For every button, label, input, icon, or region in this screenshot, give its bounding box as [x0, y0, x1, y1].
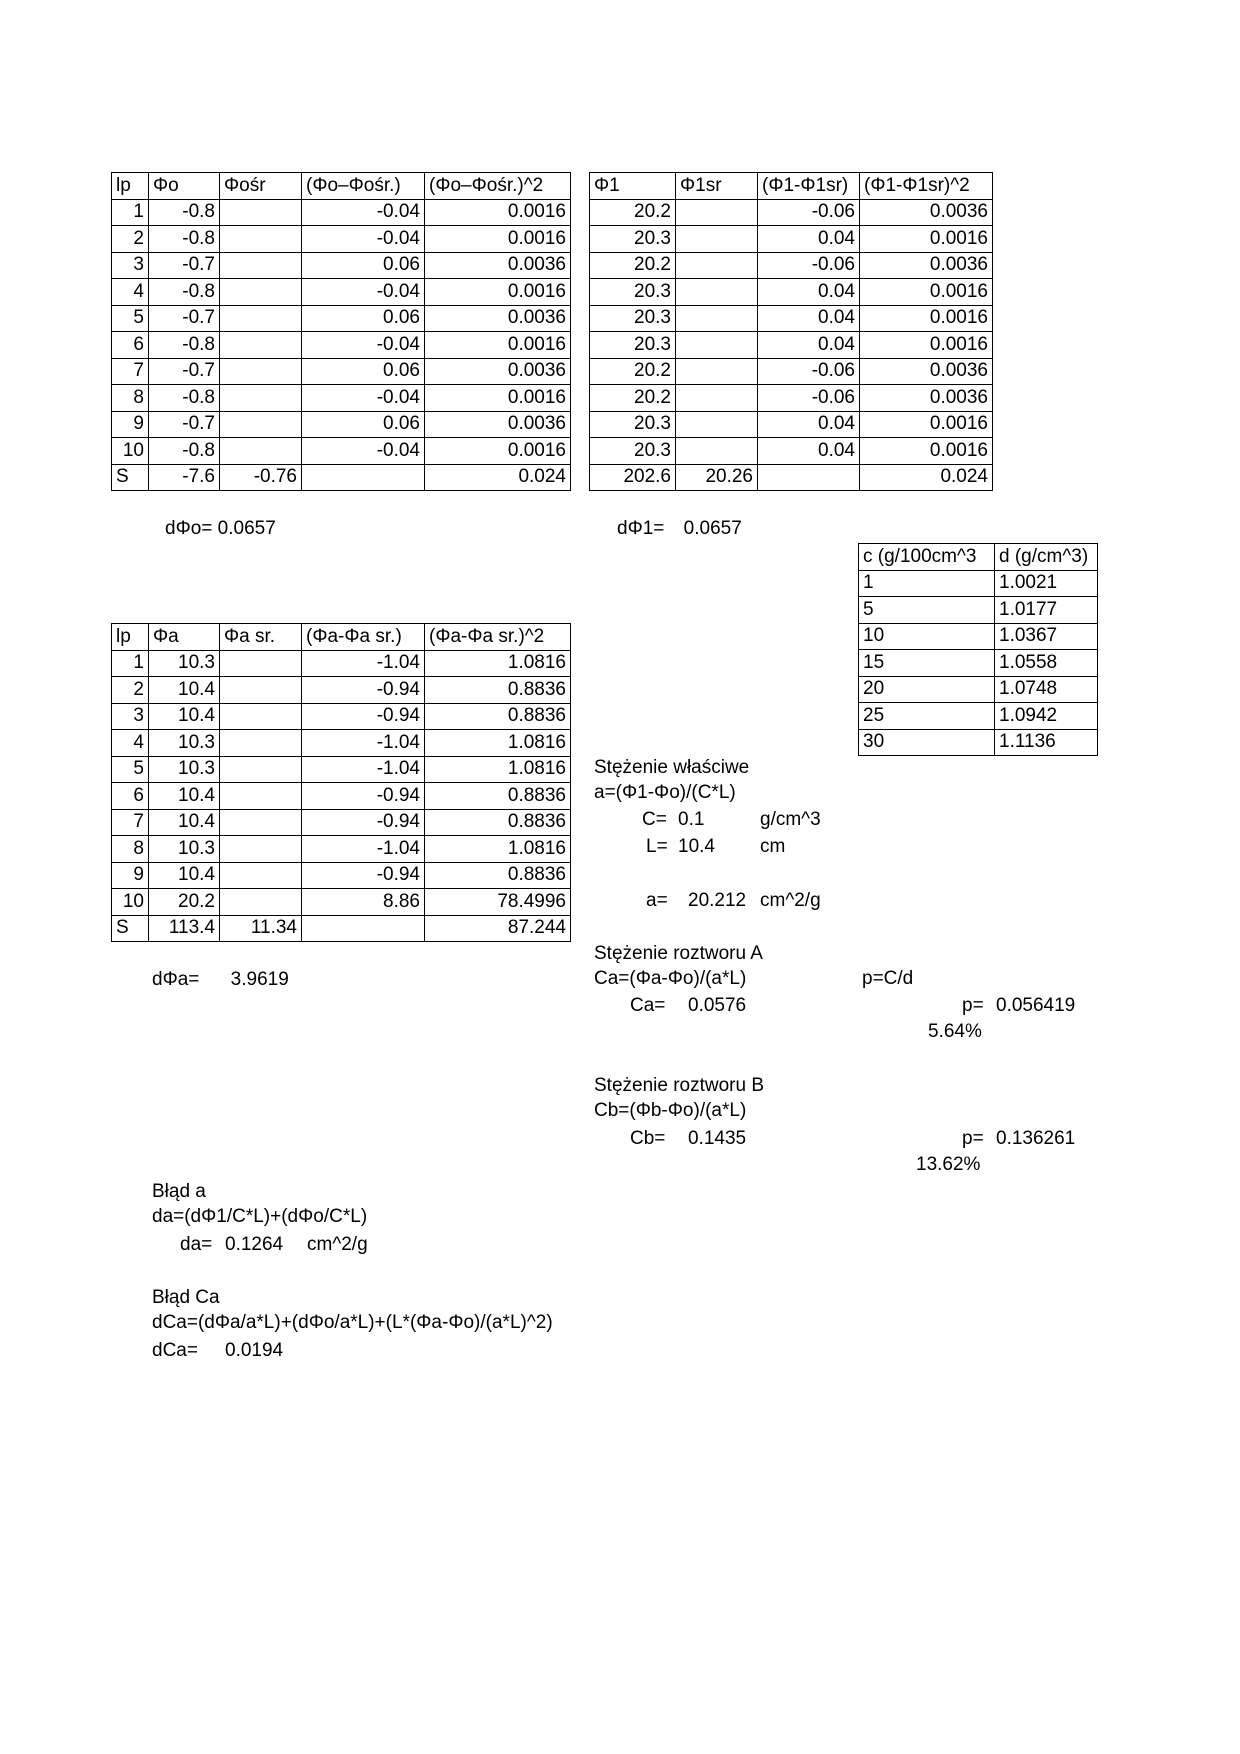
table-phi-1-body — [590, 173, 993, 491]
table-cell: -1.04 — [302, 730, 425, 757]
solution-a-p-value: 0.056419 — [996, 995, 1076, 1016]
table-cell: 0.04 — [758, 279, 860, 306]
table-cell: 5 — [859, 597, 995, 624]
solution-a-ca-value: 0.0576 — [688, 995, 747, 1016]
table-cell: -0.04 — [302, 332, 425, 359]
table-cell — [220, 199, 302, 226]
table-row — [859, 623, 1098, 650]
table-cell — [220, 862, 302, 889]
table-phi-a — [111, 623, 571, 942]
table-row — [112, 756, 571, 783]
sum-row — [112, 915, 571, 942]
table-cell: 1.0816 — [425, 650, 571, 677]
solution-b-cb-label: Cb= — [630, 1128, 666, 1149]
table-cell: 2 — [112, 226, 149, 253]
table-row — [112, 730, 571, 757]
table-cell: 20.3 — [590, 332, 676, 359]
error-phi-1-value: 0.0657 — [683, 518, 742, 539]
table-cell — [676, 305, 758, 332]
table-cell: 0.0016 — [425, 332, 571, 359]
table-cell: 0.024 — [860, 464, 993, 491]
specific-formula: a=(Φ1-Φo)/(C*L) — [594, 782, 736, 803]
solution-b-cb-value: 0.1435 — [688, 1128, 747, 1149]
table-cell: 5 — [112, 305, 149, 332]
table-cell: -0.7 — [149, 252, 220, 279]
table-cell: 4 — [112, 279, 149, 306]
table-cell: 20.2 — [149, 889, 220, 916]
table-phi-a-body — [112, 624, 571, 942]
table-cell: 25 — [859, 703, 995, 730]
table-cell: 20.3 — [590, 411, 676, 438]
table-cell: 0.0016 — [860, 226, 993, 253]
table-cell: 30 — [859, 729, 995, 756]
header-cell: (Φ1-Φ1sr) — [758, 173, 860, 200]
table-cell: 10.3 — [149, 730, 220, 757]
table-cell: -0.94 — [302, 677, 425, 704]
table-cell: 20.3 — [590, 438, 676, 465]
header-cell: (Φo–Φośr.) — [302, 173, 425, 200]
table-cell: 10.4 — [149, 677, 220, 704]
error-a-title: Błąd a — [152, 1181, 206, 1202]
header-cell: lp — [112, 173, 149, 200]
table-cell: 1.0816 — [425, 756, 571, 783]
table-cell: 20.2 — [590, 358, 676, 385]
table-row — [590, 411, 993, 438]
table-cell: 10 — [112, 438, 149, 465]
error-a-unit: cm^2/g — [307, 1234, 368, 1255]
table-cell: 0.06 — [302, 411, 425, 438]
table-cell: 1 — [112, 199, 149, 226]
table-cell: -1.04 — [302, 756, 425, 783]
table-cell: -0.8 — [149, 226, 220, 253]
solution-a-ca-label: Ca= — [630, 995, 666, 1016]
table-cell — [676, 332, 758, 359]
table-cell — [220, 438, 302, 465]
table-cell: 0.8836 — [425, 677, 571, 704]
table-phi-o — [111, 172, 571, 491]
specific-c-label: C= — [642, 809, 667, 830]
table-cell: -0.04 — [302, 279, 425, 306]
table-cell — [676, 279, 758, 306]
table-cell: 1.0177 — [995, 597, 1098, 624]
header-cell: (Φa-Φa sr.)^2 — [425, 624, 571, 651]
table-cell — [676, 252, 758, 279]
table-cell: 1.0816 — [425, 730, 571, 757]
table-cell: 0.0036 — [425, 305, 571, 332]
table-cell: 20.3 — [590, 226, 676, 253]
table-cell: 0.06 — [302, 358, 425, 385]
table-row — [112, 809, 571, 836]
specific-l-unit: cm — [760, 836, 786, 857]
table-cell: -0.8 — [149, 279, 220, 306]
table-cell: -0.06 — [758, 385, 860, 412]
table-row — [112, 385, 571, 412]
table-cell — [676, 226, 758, 253]
table-row — [590, 279, 993, 306]
error-phi-o-label: dΦo= — [165, 518, 213, 539]
table-cell: -1.04 — [302, 836, 425, 863]
table-cell — [220, 252, 302, 279]
table-cell — [220, 783, 302, 810]
table-cell: 10.4 — [149, 703, 220, 730]
table-cell: 8 — [112, 836, 149, 863]
table-cell: 0.06 — [302, 252, 425, 279]
header-row — [112, 624, 571, 651]
table-cell: -0.7 — [149, 358, 220, 385]
table-cell: 0.0036 — [425, 411, 571, 438]
table-cell — [302, 915, 425, 942]
table-cell: 20.2 — [590, 385, 676, 412]
solution-b-p-percent: 13.62% — [916, 1154, 981, 1175]
table-cell — [220, 385, 302, 412]
table-cell: 1.0021 — [995, 570, 1098, 597]
table-cell: 0.04 — [758, 438, 860, 465]
table-cell: -0.76 — [220, 464, 302, 491]
table-cell: 0.8836 — [425, 862, 571, 889]
table-cell: 1.0558 — [995, 650, 1098, 677]
table-cell: 0.0036 — [860, 358, 993, 385]
header-cell: Φ1 — [590, 173, 676, 200]
table-row — [112, 862, 571, 889]
table-cell: 0.0016 — [860, 438, 993, 465]
table-cell: 9 — [112, 411, 149, 438]
table-cell: 20.2 — [590, 252, 676, 279]
header-cell: Φa — [149, 624, 220, 651]
table-cell: -0.04 — [302, 438, 425, 465]
table-cell: -0.94 — [302, 703, 425, 730]
specific-a-label: a= — [646, 890, 668, 911]
error-ca-formula: dCa=(dΦa/a*L)+(dΦo/a*L)+(L*(Φa-Φo)/(a*L)^2) — [152, 1312, 553, 1333]
table-cell: -0.06 — [758, 252, 860, 279]
table-cell — [220, 809, 302, 836]
header-row — [590, 173, 993, 200]
table-cell — [220, 332, 302, 359]
table-cell: -0.06 — [758, 199, 860, 226]
solution-b-formula: Cb=(Φb-Φo)/(a*L) — [594, 1100, 747, 1121]
table-cell — [220, 650, 302, 677]
table-cell — [220, 279, 302, 306]
solution-a-p-label: p= — [962, 995, 984, 1016]
table-row — [112, 889, 571, 916]
specific-a-value: 20.212 — [688, 890, 747, 911]
table-cell: 1.0942 — [995, 703, 1098, 730]
table-cell — [676, 438, 758, 465]
header-cell: Φa sr. — [220, 624, 302, 651]
table-row — [859, 676, 1098, 703]
table-cell — [220, 358, 302, 385]
table-row — [112, 783, 571, 810]
header-cell: Φo — [149, 173, 220, 200]
header-cell: (Φa-Φa sr.) — [302, 624, 425, 651]
error-ca-label: dCa= — [152, 1340, 198, 1361]
table-cell — [220, 226, 302, 253]
sum-row — [590, 464, 993, 491]
table-cell: 2 — [112, 677, 149, 704]
table-cell: 3 — [112, 703, 149, 730]
table-cell — [676, 199, 758, 226]
header-cell: d (g/cm^3) — [995, 544, 1098, 571]
table-cell: 0.0016 — [425, 226, 571, 253]
table-cell: S — [112, 464, 149, 491]
table-cell: 0.04 — [758, 332, 860, 359]
table-cell: 0.0016 — [860, 279, 993, 306]
table-row — [112, 677, 571, 704]
table-phi-o-body — [112, 173, 571, 491]
specific-c-value: 0.1 — [678, 809, 705, 830]
table-cell: -0.04 — [302, 199, 425, 226]
table-cell: 15 — [859, 650, 995, 677]
table-cell: 6 — [112, 332, 149, 359]
table-row — [112, 252, 571, 279]
header-row — [859, 544, 1098, 571]
table-cell: 20.26 — [676, 464, 758, 491]
table-row — [590, 332, 993, 359]
table-cell: 7 — [112, 358, 149, 385]
error-phi-a — [152, 968, 289, 992]
table-cell: 20.2 — [590, 199, 676, 226]
table-cell: 0.06 — [302, 305, 425, 332]
table-cell: 1.0748 — [995, 676, 1098, 703]
error-ca-value: 0.0194 — [225, 1340, 284, 1361]
table-cell: 0.8836 — [425, 809, 571, 836]
table-cell: -0.7 — [149, 411, 220, 438]
table-cell — [676, 411, 758, 438]
table-cell: 0.04 — [758, 411, 860, 438]
table-cell: 11.34 — [220, 915, 302, 942]
error-a-formula: da=(dΦ1/C*L)+(dΦo/C*L) — [152, 1206, 368, 1227]
table-cell: 87.244 — [425, 915, 571, 942]
table-cell: 20 — [859, 676, 995, 703]
table-cell — [676, 385, 758, 412]
table-cell — [220, 756, 302, 783]
table-cell: 10.3 — [149, 650, 220, 677]
header-cell: (Φ1-Φ1sr)^2 — [860, 173, 993, 200]
table-cell: 8.86 — [302, 889, 425, 916]
error-a-value: 0.1264 — [225, 1234, 284, 1255]
table-cell: 20.3 — [590, 279, 676, 306]
header-cell: c (g/100cm^3 — [859, 544, 995, 571]
table-cell: -0.06 — [758, 358, 860, 385]
table-cell: 7 — [112, 809, 149, 836]
table-cell: 0.0016 — [860, 411, 993, 438]
header-cell: lp — [112, 624, 149, 651]
table-row — [590, 199, 993, 226]
table-cell: -0.8 — [149, 332, 220, 359]
table-row — [590, 358, 993, 385]
table-cell — [220, 730, 302, 757]
table-cell: 0.024 — [425, 464, 571, 491]
solution-a-p-formula: p=C/d — [862, 968, 914, 989]
table-cell: 6 — [112, 783, 149, 810]
table-cell: 1 — [112, 650, 149, 677]
table-row — [859, 729, 1098, 756]
table-row — [112, 703, 571, 730]
table-row — [590, 438, 993, 465]
table-row — [859, 570, 1098, 597]
header-cell: Φ1sr — [676, 173, 758, 200]
table-cell: 0.0036 — [425, 252, 571, 279]
solution-a-title: Stężenie roztworu A — [594, 943, 763, 964]
table-row — [590, 226, 993, 253]
table-row — [590, 305, 993, 332]
table-cell: 0.04 — [758, 305, 860, 332]
solution-b-p-label: p= — [962, 1128, 984, 1149]
table-cell: 0.8836 — [425, 783, 571, 810]
table-row — [112, 438, 571, 465]
table-row — [590, 385, 993, 412]
table-row — [112, 650, 571, 677]
table-cell: 10.4 — [149, 862, 220, 889]
table-cell: 1 — [859, 570, 995, 597]
error-phi-a-label: dΦa= — [152, 969, 200, 990]
table-density — [858, 543, 1098, 756]
table-cell: 1.0816 — [425, 836, 571, 863]
table-cell: 1.0367 — [995, 623, 1098, 650]
table-cell: 20.3 — [590, 305, 676, 332]
table-row — [859, 703, 1098, 730]
specific-a-unit: cm^2/g — [760, 890, 821, 911]
table-cell: 202.6 — [590, 464, 676, 491]
specific-title: Stężenie właściwe — [594, 757, 750, 778]
table-cell: 0.04 — [758, 226, 860, 253]
error-phi-1-label: dΦ1= — [617, 518, 665, 539]
table-row — [112, 226, 571, 253]
table-row — [112, 411, 571, 438]
table-cell: 0.0016 — [860, 332, 993, 359]
header-row — [112, 173, 571, 200]
table-cell: 4 — [112, 730, 149, 757]
table-cell: 0.0036 — [860, 385, 993, 412]
table-cell: 5 — [112, 756, 149, 783]
table-row — [112, 358, 571, 385]
table-cell: 0.0016 — [425, 438, 571, 465]
table-cell — [302, 464, 425, 491]
error-phi-1 — [617, 517, 742, 541]
header-cell: (Φo–Φośr.)^2 — [425, 173, 571, 200]
error-a-label: da= — [180, 1234, 213, 1255]
table-cell: 1.1136 — [995, 729, 1098, 756]
table-cell: 10.4 — [149, 783, 220, 810]
table-cell: -0.94 — [302, 783, 425, 810]
table-cell — [220, 889, 302, 916]
table-row — [859, 597, 1098, 624]
table-cell: 0.0016 — [425, 199, 571, 226]
table-cell: 0.0036 — [860, 252, 993, 279]
table-phi-1 — [589, 172, 993, 491]
table-cell — [758, 464, 860, 491]
table-row — [859, 650, 1098, 677]
table-cell: 9 — [112, 862, 149, 889]
specific-l-value: 10.4 — [678, 836, 715, 857]
table-cell: 10.3 — [149, 756, 220, 783]
table-row — [590, 252, 993, 279]
table-cell: 3 — [112, 252, 149, 279]
table-row — [112, 836, 571, 863]
table-cell: 113.4 — [149, 915, 220, 942]
table-cell: 0.0016 — [860, 305, 993, 332]
table-cell: 0.8836 — [425, 703, 571, 730]
specific-l-label: L= — [646, 836, 668, 857]
table-cell — [676, 358, 758, 385]
table-cell — [220, 836, 302, 863]
table-cell: 10.4 — [149, 809, 220, 836]
header-cell: Φośr — [220, 173, 302, 200]
table-cell: -0.94 — [302, 862, 425, 889]
table-cell: -0.8 — [149, 438, 220, 465]
table-cell: 8 — [112, 385, 149, 412]
solution-b-p-value: 0.136261 — [996, 1128, 1076, 1149]
table-cell: -1.04 — [302, 650, 425, 677]
table-cell — [220, 411, 302, 438]
table-cell: -0.7 — [149, 305, 220, 332]
solution-b-title: Stężenie roztworu B — [594, 1075, 765, 1096]
table-cell: -7.6 — [149, 464, 220, 491]
specific-c-unit: g/cm^3 — [760, 809, 821, 830]
table-cell: -0.8 — [149, 199, 220, 226]
table-cell: 78.4996 — [425, 889, 571, 916]
table-density-body — [859, 544, 1098, 756]
table-cell: 10 — [112, 889, 149, 916]
table-cell: -0.8 — [149, 385, 220, 412]
error-phi-o-value: 0.0657 — [217, 518, 276, 539]
table-row — [112, 279, 571, 306]
table-cell: 0.0036 — [860, 199, 993, 226]
table-cell: 10 — [859, 623, 995, 650]
solution-a-formula: Ca=(Φa-Φo)/(a*L) — [594, 968, 747, 989]
table-cell: 10.3 — [149, 836, 220, 863]
table-cell: -0.94 — [302, 809, 425, 836]
table-cell: -0.04 — [302, 385, 425, 412]
error-phi-o — [165, 517, 276, 541]
sum-row — [112, 464, 571, 491]
table-row — [112, 199, 571, 226]
error-phi-a-value: 3.9619 — [230, 969, 289, 990]
table-cell: 0.0016 — [425, 279, 571, 306]
table-cell: 0.0036 — [425, 358, 571, 385]
error-ca-title: Błąd Ca — [152, 1287, 220, 1308]
table-cell — [220, 677, 302, 704]
table-cell: S — [112, 915, 149, 942]
solution-a-p-percent: 5.64% — [928, 1021, 982, 1042]
table-cell: 0.0016 — [425, 385, 571, 412]
table-cell: -0.04 — [302, 226, 425, 253]
table-cell — [220, 703, 302, 730]
table-row — [112, 305, 571, 332]
table-row — [112, 332, 571, 359]
table-cell — [220, 305, 302, 332]
